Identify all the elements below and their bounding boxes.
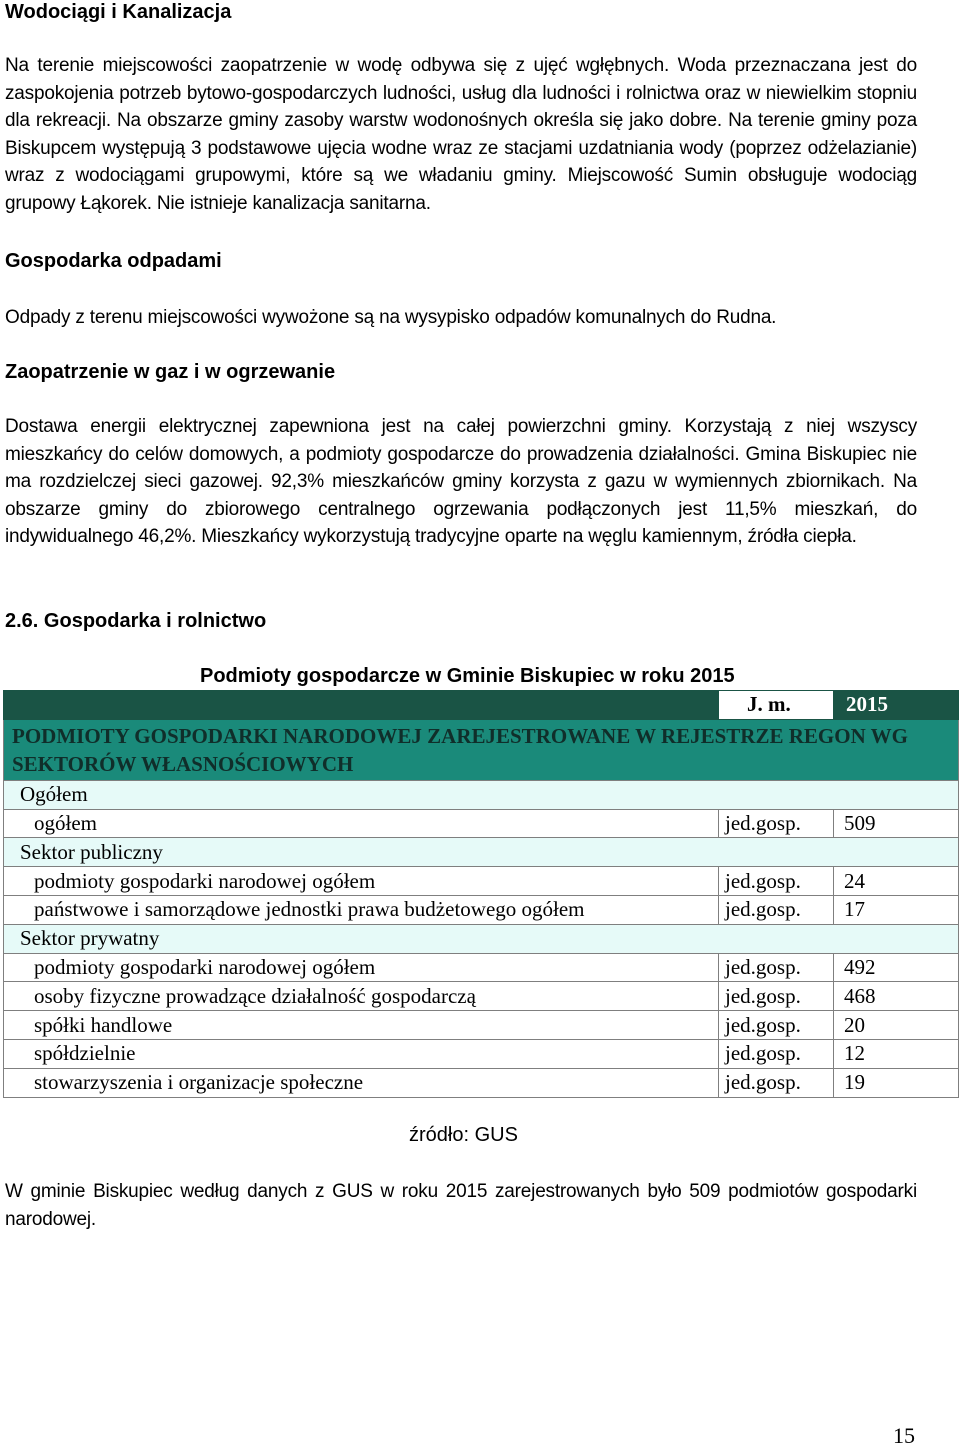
row-unit: jed.gosp. — [719, 953, 834, 982]
section-label-public: Sektor publiczny — [4, 838, 959, 867]
heading-waste-management: Gospodarka odpadami — [5, 250, 222, 272]
section-row — [4, 780, 959, 809]
group-title — [4, 719, 959, 780]
section-label-total: Ogółem — [4, 780, 959, 809]
row-unit: jed.gosp. — [719, 895, 834, 924]
heading-economy-agriculture: 2.6. Gospodarka i rolnictwo — [5, 610, 267, 632]
heading-water-sewage: Wodociągi i Kanalizacja — [5, 1, 232, 23]
row-value: 468 — [834, 982, 959, 1011]
row-label: podmioty gospodarki narodowej ogółem — [4, 953, 719, 982]
table-row — [4, 867, 959, 896]
section-row — [4, 924, 959, 953]
business-entities-table — [3, 690, 959, 1098]
row-value: 19 — [834, 1068, 959, 1097]
row-unit: jed.gosp. — [719, 1039, 834, 1068]
row-value: 492 — [834, 953, 959, 982]
paragraph-waste-management: Odpady z terenu miejscowości wywożone są na wysypisko odpadów komunalnych do Rudna. — [5, 307, 777, 328]
heading-gas-heating: Zaopatrzenie w gaz i w ogrzewanie — [5, 361, 336, 383]
row-value: 20 — [834, 1011, 959, 1040]
row-label: spółdzielnie — [4, 1039, 719, 1068]
row-label: stowarzyszenia i organizacje społeczne — [4, 1068, 719, 1097]
table-row — [4, 895, 959, 924]
header-empty-cell — [4, 691, 719, 720]
row-label: osoby fizyczne prowadzące działalność gospodarczą — [4, 982, 719, 1011]
section-label-private: Sektor prywatny — [4, 924, 959, 953]
table-group-row — [4, 719, 959, 780]
table-row — [4, 982, 959, 1011]
table-row — [4, 1068, 959, 1097]
section-row — [4, 838, 959, 867]
table-row — [4, 953, 959, 982]
table-row — [4, 1011, 959, 1040]
row-unit: jed.gosp. — [719, 1068, 834, 1097]
row-value: 17 — [834, 895, 959, 924]
group-title-text: PODMIOTY GOSPODARKI NARODOWEJ ZAREJESTROWANE W REJESTRZE REGON WG SEKTORÓW WŁASNOŚCIOWYCH — [12, 723, 908, 776]
closing-paragraph: W gminie Biskupiec według danych z GUS w roku 2015 zarejestrowanych było 509 podmiotów gospodarki narodowej. — [5, 1181, 917, 1230]
page-number: 15 — [893, 1423, 915, 1448]
row-unit: jed.gosp. — [719, 867, 834, 896]
row-value: 509 — [834, 809, 959, 838]
table-title: Podmioty gospodarcze w Gminie Biskupiec w roku 2015 — [200, 665, 735, 687]
table-header-row — [4, 691, 959, 720]
row-value: 24 — [834, 867, 959, 896]
row-unit: jed.gosp. — [719, 1011, 834, 1040]
paragraph-water-sewage: Na terenie miejscowości zaopatrzenie w wodę odbywa się z ujęć wgłębnych. Woda przeznaczana jest do zaspokojenia potrzeb bytowo-gospodarczych ludności, usług dla ludności i rolnictwa oraz w niewielkim stopniu dla rekreacji. Na obszarze gminy zasoby warstw wodonośnych określa się jako dobre. Na terenie gminy poza Biskupcem występują 3 podstawowe ujęcia wodne wraz ze stacjami uzdatniania wody (poprzez odżelazianie) wraz z wodociągami grupowymi, które są we władaniu gminy. Miejscowość Sumin obsługuje wodociąg grupowy Łąkorek. Nie istnieje kanalizacja sanitarna. — [5, 55, 917, 214]
row-label: podmioty gospodarki narodowej ogółem — [4, 867, 719, 896]
table-row — [4, 809, 959, 838]
row-label: ogółem — [4, 809, 719, 838]
row-label: spółki handlowe — [4, 1011, 719, 1040]
row-label: państwowe i samorządowe jednostki prawa budżetowego ogółem — [4, 895, 719, 924]
row-value: 12 — [834, 1039, 959, 1068]
header-year: 2015 — [834, 691, 959, 720]
paragraph-gas-heating: Dostawa energii elektrycznej zapewniona jest na całej powierzchni gminy. Korzystają z niej wszyscy mieszkańcy do celów domowych, a podmioty gospodarcze do prowadzenia działalności. Gmina Biskupiec nie ma rozdzielczej sieci gazowej. 92,3% mieszkańców gminy korzysta z gazu w wymiennych zbiornikach. Na obszarze gminy do zbiorowego centralnego ogrzewania podłączonych jest 11,5% mieszkań, do indywidualnego 46,2%. Mieszkańcy wykorzystują tradycyjne oparte na węglu kamiennym, źródła ciepła. — [5, 416, 917, 547]
table-source: źródło: GUS — [409, 1124, 518, 1146]
row-unit: jed.gosp. — [719, 982, 834, 1011]
table-row — [4, 1039, 959, 1068]
row-unit: jed.gosp. — [719, 809, 834, 838]
header-unit: J. m. — [719, 691, 834, 720]
